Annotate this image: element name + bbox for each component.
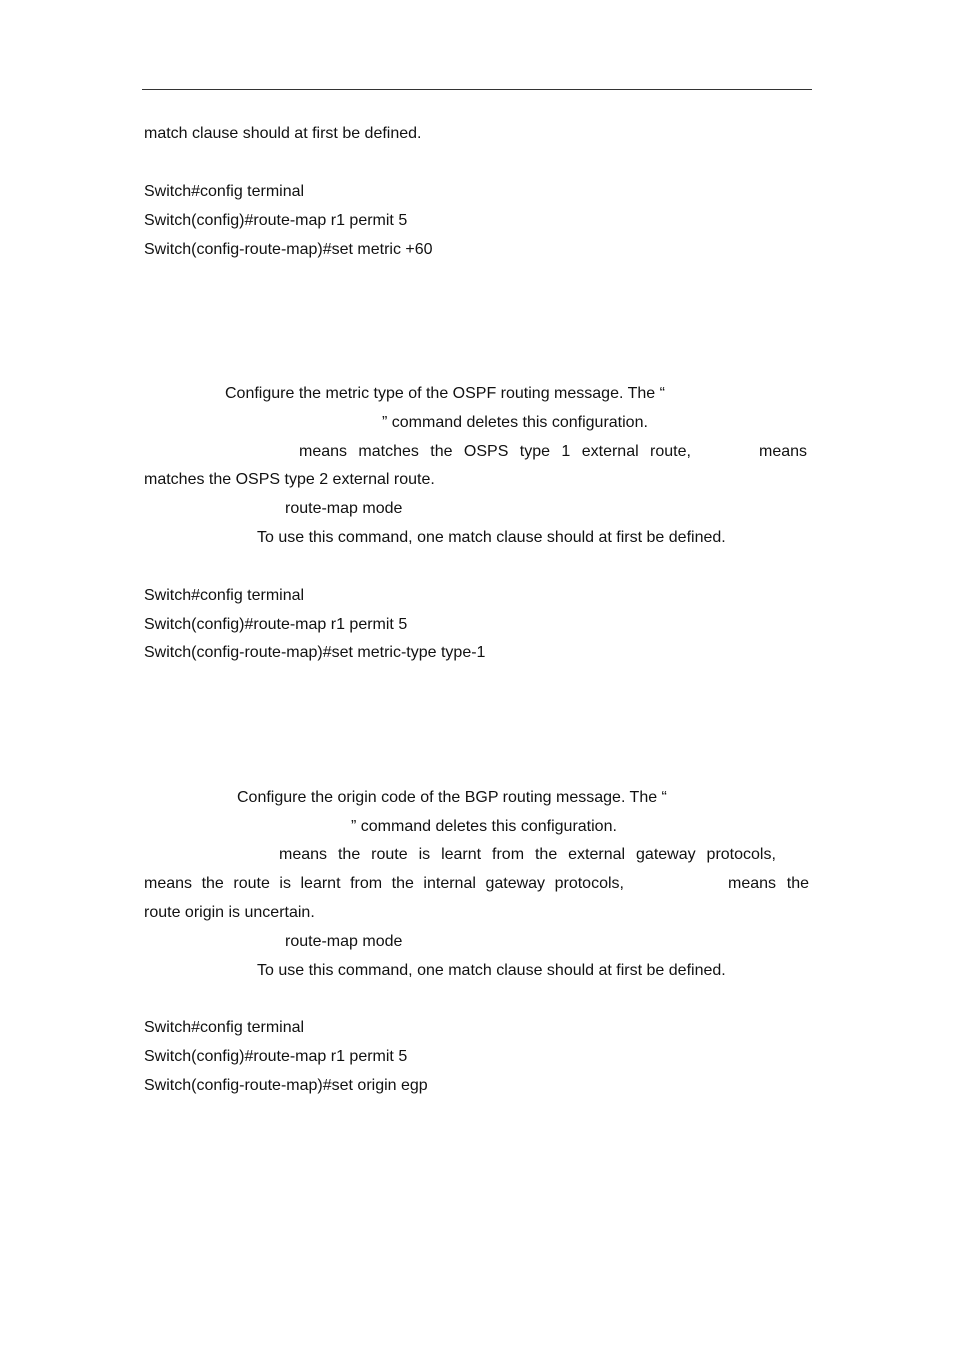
section2-parameter-end: means: [759, 443, 808, 460]
word: from: [492, 846, 525, 863]
section2-example-line-3: Switch(config-route-map)#set metric-type type-1: [144, 644, 486, 661]
section2-parameter-line: [299, 442, 691, 462]
word: the: [534, 846, 558, 863]
word: the: [337, 846, 361, 863]
word: gateway: [485, 875, 546, 892]
section2-example-line-2: Switch(config)#route-map r1 permit 5: [144, 616, 408, 633]
word: protocols,: [554, 875, 624, 892]
word: means: [279, 846, 328, 863]
word: route: [233, 875, 270, 892]
section2-parameter-cont: matches the OSPS type 2 external route.: [144, 471, 435, 488]
section3-mode: route-map mode: [285, 933, 403, 950]
section1-example-line-2: Switch(config)#route-map r1 permit 5: [144, 212, 408, 229]
section3-parameter-cont: route origin is uncertain.: [144, 904, 315, 921]
section1-example-line-3: Switch(config-route-map)#set metric +60: [144, 241, 433, 258]
word: is: [279, 875, 291, 892]
word: the: [430, 443, 453, 460]
section3-example-line-1: Switch#config terminal: [144, 1019, 305, 1036]
section3-function-tail: ” command deletes this configuration.: [351, 818, 617, 835]
word: learnt: [300, 875, 341, 892]
word: route: [371, 846, 408, 863]
word: OSPS: [463, 443, 509, 460]
word: learnt: [441, 846, 482, 863]
word: gateway: [636, 846, 696, 863]
word: 1: [561, 443, 571, 460]
word: matches: [358, 443, 419, 460]
section3-example-line-3: Switch(config-route-map)#set origin egp: [144, 1077, 428, 1094]
section2-mode: route-map mode: [285, 500, 403, 517]
section3-parameter-line-1: [279, 845, 776, 865]
word: the: [391, 875, 414, 892]
word: external: [581, 443, 639, 460]
word: the: [201, 875, 224, 892]
word: means: [728, 875, 777, 892]
word: means: [299, 443, 348, 460]
section3-guide: To use this command, one match clause should at first be defined.: [257, 962, 726, 979]
word: type: [519, 443, 551, 460]
section3-function: Configure the origin code of the BGP routing message. The “: [237, 789, 667, 806]
section2-function-tail: ” command deletes this configuration.: [382, 414, 648, 431]
section2-guide: To use this command, one match clause should at first be defined.: [257, 529, 726, 546]
word: route,: [650, 443, 691, 460]
section3-parameter-line-2-end: [728, 874, 809, 894]
section1-intro: match clause should at first be defined.: [144, 125, 422, 142]
word: external: [568, 846, 626, 863]
word: means: [144, 875, 193, 892]
section3-parameter-line-2: [144, 874, 624, 894]
word: from: [350, 875, 383, 892]
word: protocols,: [706, 846, 776, 863]
section2-function: Configure the metric type of the OSPF routing message. The “: [225, 385, 665, 402]
section1-example-line-1: Switch#config terminal: [144, 183, 305, 200]
section2-example-line-1: Switch#config terminal: [144, 587, 305, 604]
word: the: [786, 875, 809, 892]
word: is: [418, 846, 431, 863]
word: internal: [423, 875, 476, 892]
header-rule: [142, 89, 812, 90]
section3-example-line-2: Switch(config)#route-map r1 permit 5: [144, 1048, 408, 1065]
